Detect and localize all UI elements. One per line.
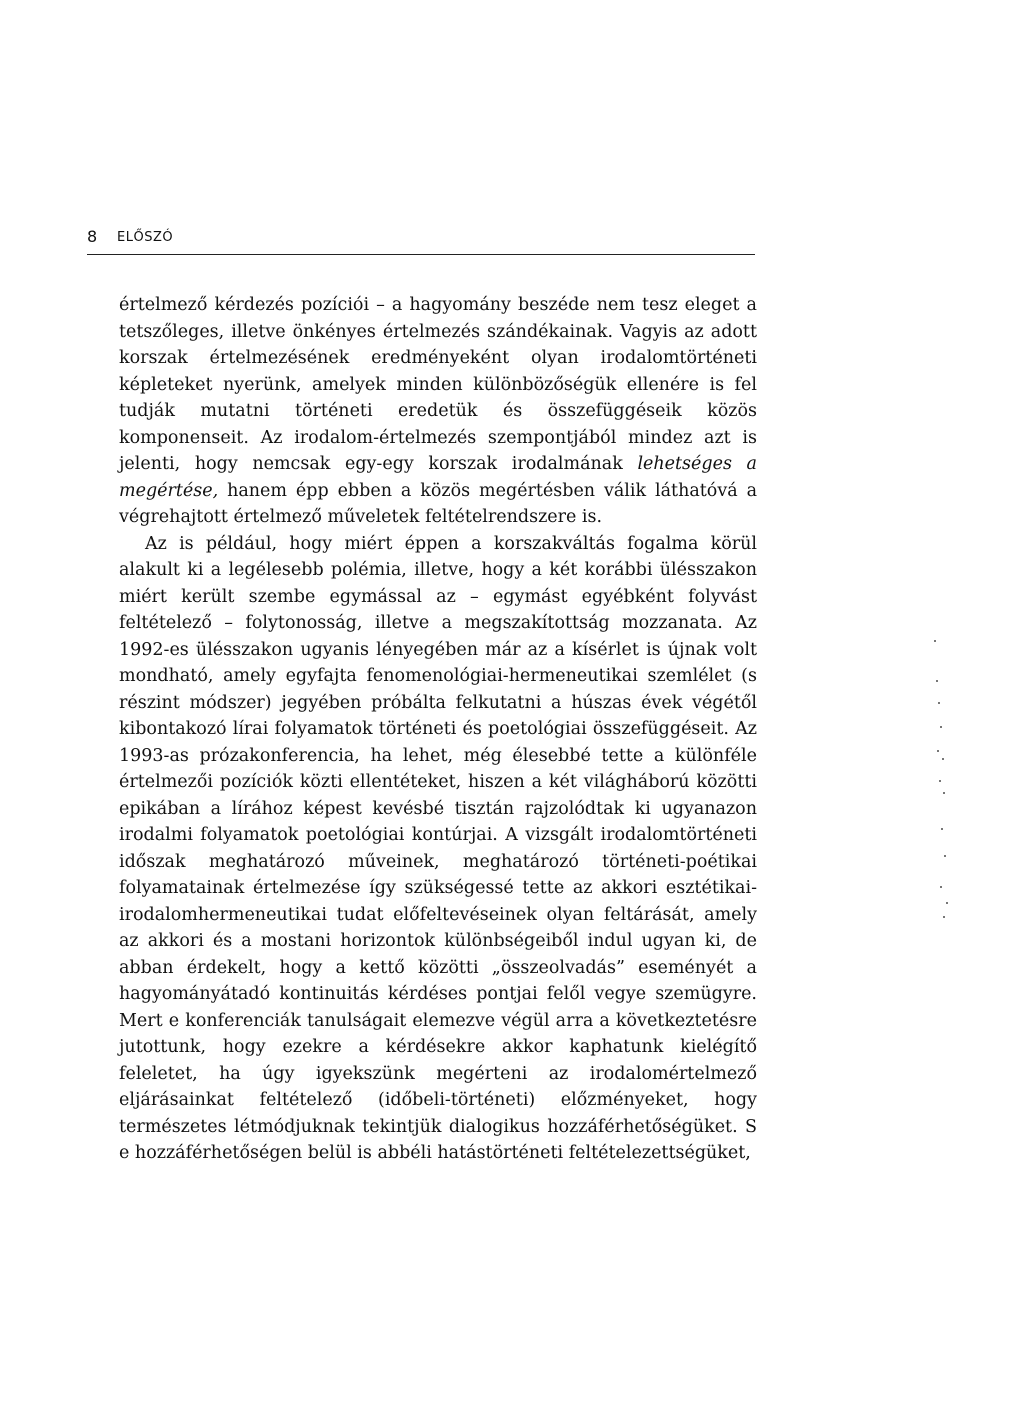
paragraph-1-italic-phrase: lehetséges a megértése, [119,454,757,501]
paragraph-2: Az is például, hogy miért éppen a korszakváltás fogalma körül alakult ki a legélesebb polémia, illetve, hogy a két korábbi ülésszakon miért került szembe egymással az – egymást egyébként folyvást feltételező – folytonosság, illetve a megszakítottság mozzanata. Az 1992-es ülésszakon ugyanis lényegében már az a kísérlet is újnak volt mondható, amely egyfajta fenomenológiai-hermeneutikai szemlélet (s részint módszer) jegyében próbálta felkutatni a húszas évek végétől kibontakozó lírai folyamatok történeti és poetológiai összefüggéseit. Az 1993-as prózakonferencia, ha lehet, még élesebbé tette a különféle értelmezői pozíciók közti ellentéteket, hiszen a két világháború közötti epikában a lírához képest kevésbé tisztán rajzolódtak ki ugyanazon irodalmi folyamatok poetológiai kontúrjai. A vizsgált irodalomtörténeti időszak meghatározó műveinek, meghatározó történeti-poétikai folyamatainak értelmezése így szükségessé tette az akkori esztétikai-irodalomhermeneutikai tudat előfeltevéseinek olyan feltárását, amely az akkori és a mostani horizontok különbségeiből indul ugyan ki, de abban érdekelt, hogy a kettő közötti „összeolvadás” eseményét a hagyományátadó kontinuitás kérdéses pontjai felől vegye szemügyre. Mert e konferenciák tanulságait elemezve végül arra a következtetésre jutottunk, hogy ezekre a kérdésekre akkor kaphatunk kielégítő feleletet, ha úgy igyekszünk megérteni az irodalomértelmező eljárásainkat feltételező (időbeli-történeti) előzményeket, hogy természetes létmódjuknak tekintjük dialogikus hozzáférhetőségüket. S e hozzáférhetőségen belül is abbéli hatástörténeti feltételezettségüket, [119,533,757,1163]
page-number: 8 [87,227,98,246]
paragraph-1-text-start: értelmező kérdezés pozíciói – a hagyomány beszéde nem tesz eleget a tetszőleges, illetve önkényes értelmezés szándékainak. Vagyis az adott korszak értelmezésének eredményeként olyan irodalomtörténeti képleteket nyerünk, amelyek minden különbözőségük ellenére is fel tudják mutatni történeti eredetük és összefüggéseik közös komponenseit. Az irodalom-értelmezés szempontjából mindez azt is jelenti, hogy nemcsak egy-egy korszak irodalmának [119,295,757,474]
running-head [87,226,755,255]
margin-scan-marks [934,640,954,940]
paragraph-1-text-end: hanem épp ebben a közös megértésben válik láthatóvá a végrehajtott értelmező műveletek feltételrendszere is. [119,480,757,527]
body-text [119,292,757,1167]
chapter-title: ELŐSZÓ [117,230,174,245]
paragraph-1 [119,292,757,531]
